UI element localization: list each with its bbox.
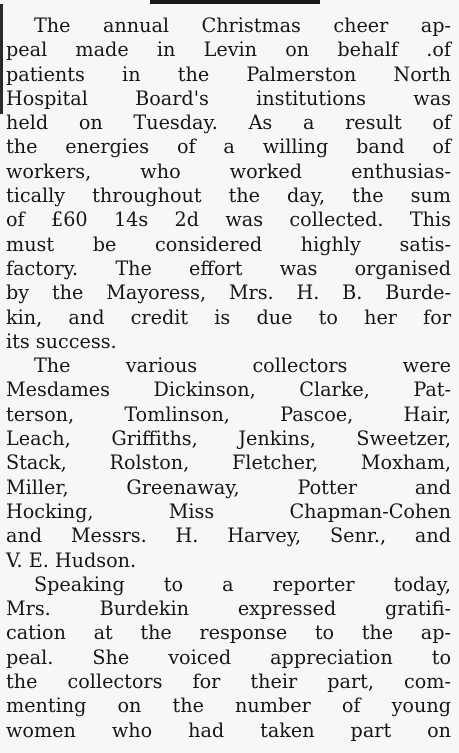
text-line: workers, who worked enthusias- xyxy=(6,159,451,183)
text-line: peal made in Levin on behalf .of xyxy=(6,38,451,62)
text-line: Miller, Greenaway, Potter and xyxy=(6,475,451,499)
paragraph-2 xyxy=(6,354,451,573)
text-line: The various collectors were xyxy=(34,354,451,378)
text-line: its success. xyxy=(6,329,117,353)
paragraph-3 xyxy=(6,573,451,743)
text-line: the collectors for their part, com- xyxy=(6,670,451,694)
text-line: held on Tuesday. As a result of xyxy=(6,111,451,135)
text-line: and Messrs. H. Harvey, Senr., and xyxy=(6,524,451,548)
paragraph-1 xyxy=(6,14,451,354)
text-line: terson, Tomlinson, Pascoe, Hair, xyxy=(6,402,451,426)
text-line: must be considered highly satis- xyxy=(6,232,451,256)
text-line: peal. She voiced appreciation to xyxy=(6,645,451,669)
text-line: Speaking to a reporter today, xyxy=(34,572,451,596)
text-line: of £60 14s 2d was collected. This xyxy=(6,208,451,232)
text-line: women who had taken part on xyxy=(6,718,451,742)
text-line: kin, and credit is due to her for xyxy=(6,305,451,329)
text-line: by the Mayoress, Mrs. H. B. Burde- xyxy=(6,281,451,305)
text-line: patients in the Palmerston North xyxy=(6,62,451,86)
text-line: Mrs. Burdekin expressed gratifi- xyxy=(6,597,451,621)
text-line: the energies of a willing band of xyxy=(6,135,451,159)
text-line: V. E. Hudson. xyxy=(6,548,137,572)
text-line: tically throughout the day, the sum xyxy=(6,184,451,208)
text-line: Mesdames Dickinson, Clarke, Pat- xyxy=(6,378,451,402)
text-line: factory. The effort was organised xyxy=(6,256,451,280)
text-line: menting on the number of young xyxy=(6,694,451,718)
column-divider-rule xyxy=(0,4,3,114)
text-line: cation at the response to the ap- xyxy=(6,621,451,645)
text-line: Leach, Griffiths, Jenkins, Sweetzer, xyxy=(6,427,451,451)
text-line: Hospital Board's institutions was xyxy=(6,86,451,110)
article-body xyxy=(6,14,451,743)
text-line: Hocking, Miss Chapman-Cohen xyxy=(6,499,451,523)
text-line: Stack, Rolston, Fletcher, Moxham, xyxy=(6,451,451,475)
text-line: The annual Christmas cheer ap- xyxy=(34,14,451,37)
top-divider-rule xyxy=(150,0,320,4)
